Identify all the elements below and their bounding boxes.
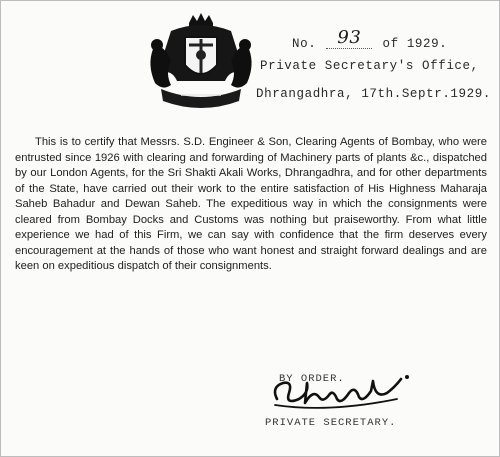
number-prefix: No. xyxy=(292,37,317,51)
handwritten-signature xyxy=(269,369,429,413)
handwritten-number: 93 xyxy=(326,27,372,49)
reference-number xyxy=(292,27,448,53)
office-name: Private Secretary's Office, xyxy=(260,59,479,73)
number-suffix: of 1929. xyxy=(382,37,448,51)
royal-crest-icon xyxy=(141,9,261,121)
place-and-date: Dhrangadhra, 17th.Septr.1929. xyxy=(256,87,491,101)
by-order-label: BY ORDER. xyxy=(279,373,345,385)
certificate-body: This is to certify that Messrs. S.D. Engineer & Son, Clearing Agents of Bombay, who were entrusted since 1926 with clearing and forwarding of Machinery parts of plants &c., dispatched by our London Agents, for the Sri Shakti Akali Works, Dhrangadhra, and for other departments of the State, have carried out their work to the entire satisfaction of His Highness Maharaja Saheb Bahadur and Dewan Saheb. The expeditious way in which the consignments were cleared from Bombay Docks and Customs was nothing but praiseworthy. From what little experience we had of this Firm, we can say with confidence that the firm deserves every encouragement at the hands of those who want honest and straight forward dealings and are keen on expeditious dispatch of their consignments. xyxy=(15,136,487,272)
private-secretary-title: PRIVATE SECRETARY. xyxy=(265,417,397,429)
